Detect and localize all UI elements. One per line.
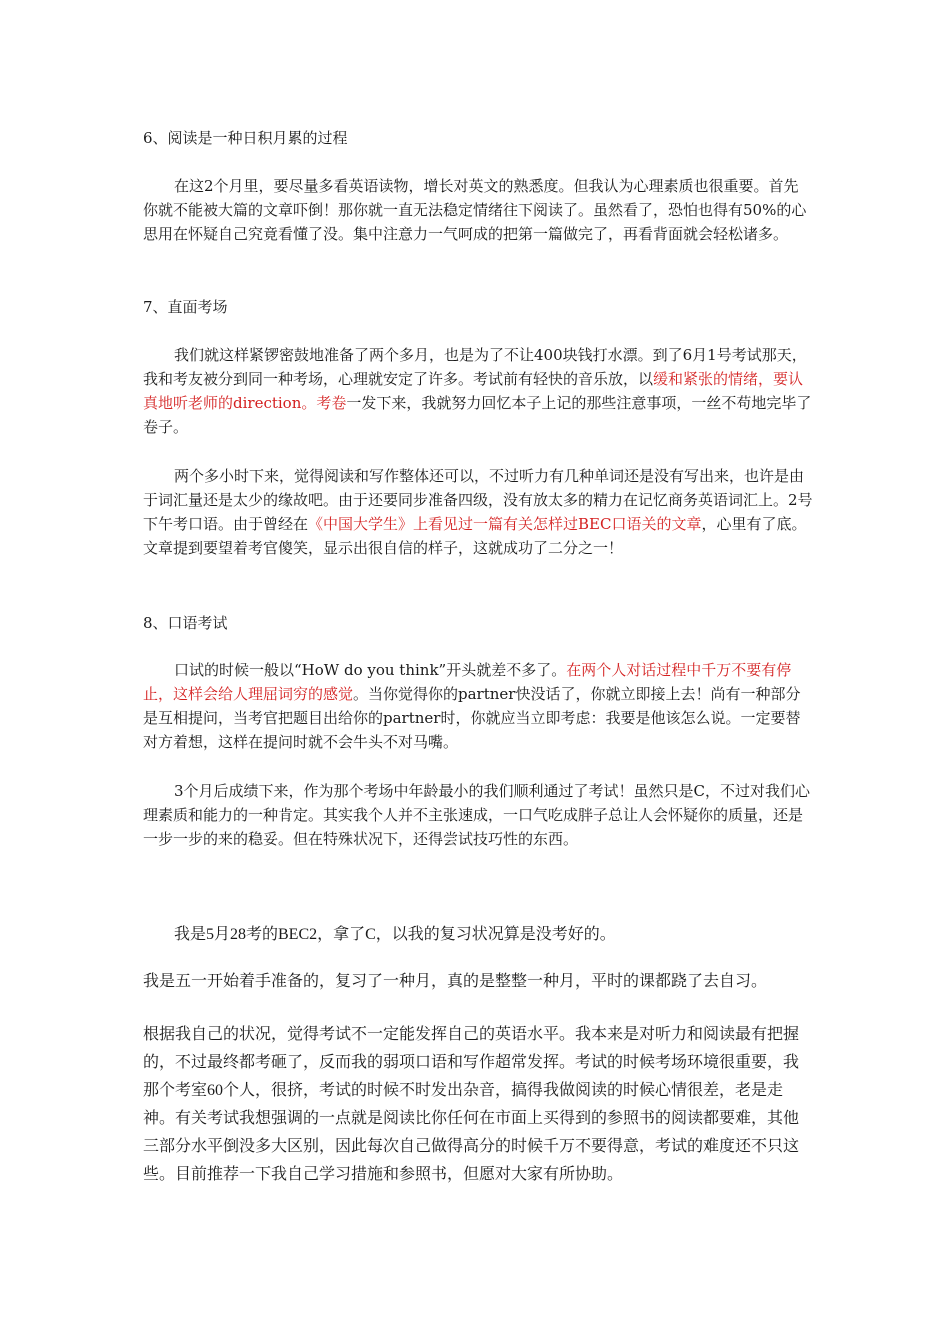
text-run: 两个多小时下来，觉得阅读和写作整体还可以，不过听力有几种单词还是没有写出来，也许是由于词汇量还是太少的缘故吧。由于还要同步准备四级，没有放太多的精力在记忆商务英语词汇上。2号下午考口语。由于曾经在 [143,467,813,533]
section-8-paragraph-2: 3个月后成绩下来，作为那个考场中年龄最小的我们顺利通过了考试！虽然只是C，不过对我们心理素质和能力的一种肯定。其实我个人并不主张速成，一口气吃成胖子总让人会怀疑你的质量，还是一步一步的来的稳妥。但在特殊状况下，还得尝试技巧性的东西。 [143,782,811,848]
text-run: 一发下来，我就努力回忆本子上记的那些注意事项，一丝不苟地完毕了卷子。 [143,394,812,436]
section-8-heading: 8、口语考试 [143,614,228,632]
section-8-paragraph-1 [143,658,813,754]
section-6-paragraph: 在这2个月里，要尽量多看英语读物，增长对英文的熟悉度。但我认为心理素质也很重要。首先你就不能被大篇的文章吓倒！那你就一直无法稳定情绪往下阅读了。虽然看了，恐怕也得有50%的心思用在怀疑自己究竟看懂了没。集中注意力一气呵成的把第一篇做完了，再看背面就会轻松诸多。 [143,177,807,243]
story-paragraph-3: 根据我自己的状况，觉得考试不一定能发挥自己的英语水平。我本来是对听力和阅读最有把握的，不过最终都考砸了，反而我的弱项口语和写作超常发挥。考试的时候考场环境很重要，我那个考室60个人，很挤，考试的时候不时发出杂音，搞得我做阅读的时候心情很差，老是走神。有关考试我想强调的一点就是阅读比你任何在市面上买得到的参照书的阅读都要难，其他三部分水平倒没多大区别，因此每次自己做得高分的时候千万不要得意，考试的难度还不只这些。目前推荐一下我自己学习措施和参照书，但愿对大家有所协助。 [143,1026,800,1183]
text-run: 。当你觉得你的partner快没话了，你就立即接上去！尚有一种部分是互相提问，当考官把题目出给你的partner时，你就应当立即考虑：我要是他该怎么说。一定要替对方着想，这样在提问时就不会牛头不对马嘴。 [143,685,801,751]
story-paragraph-2: 我是五一开始着手准备的，复习了一种月，真的是整整一种月，平时的课都跷了去自习。 [143,973,768,990]
section-7-paragraph-1 [143,343,813,439]
text-run: 口试的时候一般以“HoW do you think”开头就差不多了。 [174,661,567,679]
story-paragraph-1: 我是5月28考的BEC2，拿了C，以我的复习状况算是没考好的。 [174,926,616,943]
text-run: ，心里有了底。文章提到要望着考官傻笑，显示出很自信的样子，这就成功了二分之一！ [143,515,807,557]
section-6-heading: 6、阅读是一种日积月累的过程 [143,129,348,147]
section-7-paragraph-2 [143,464,813,560]
highlighted-text: 在两个人对话过程中千万不要有停止，这样会给人理屈词穷的感觉 [143,661,792,703]
section-7-heading: 7、直面考场 [143,298,228,316]
highlighted-text: 《中国大学生》上看见过一篇有关怎样过BEC口语关的文章 [308,515,702,533]
text-run: 我们就这样紧锣密鼓地准备了两个多月，也是为了不让400块钱打水漂。到了6月1号考试那天，我和考友被分到同一种考场，心理就安定了许多。考试前有轻快的音乐放，以 [143,346,807,388]
highlighted-text: 缓和紧张的情绪，要认真地听老师的direction。考卷 [143,370,804,412]
